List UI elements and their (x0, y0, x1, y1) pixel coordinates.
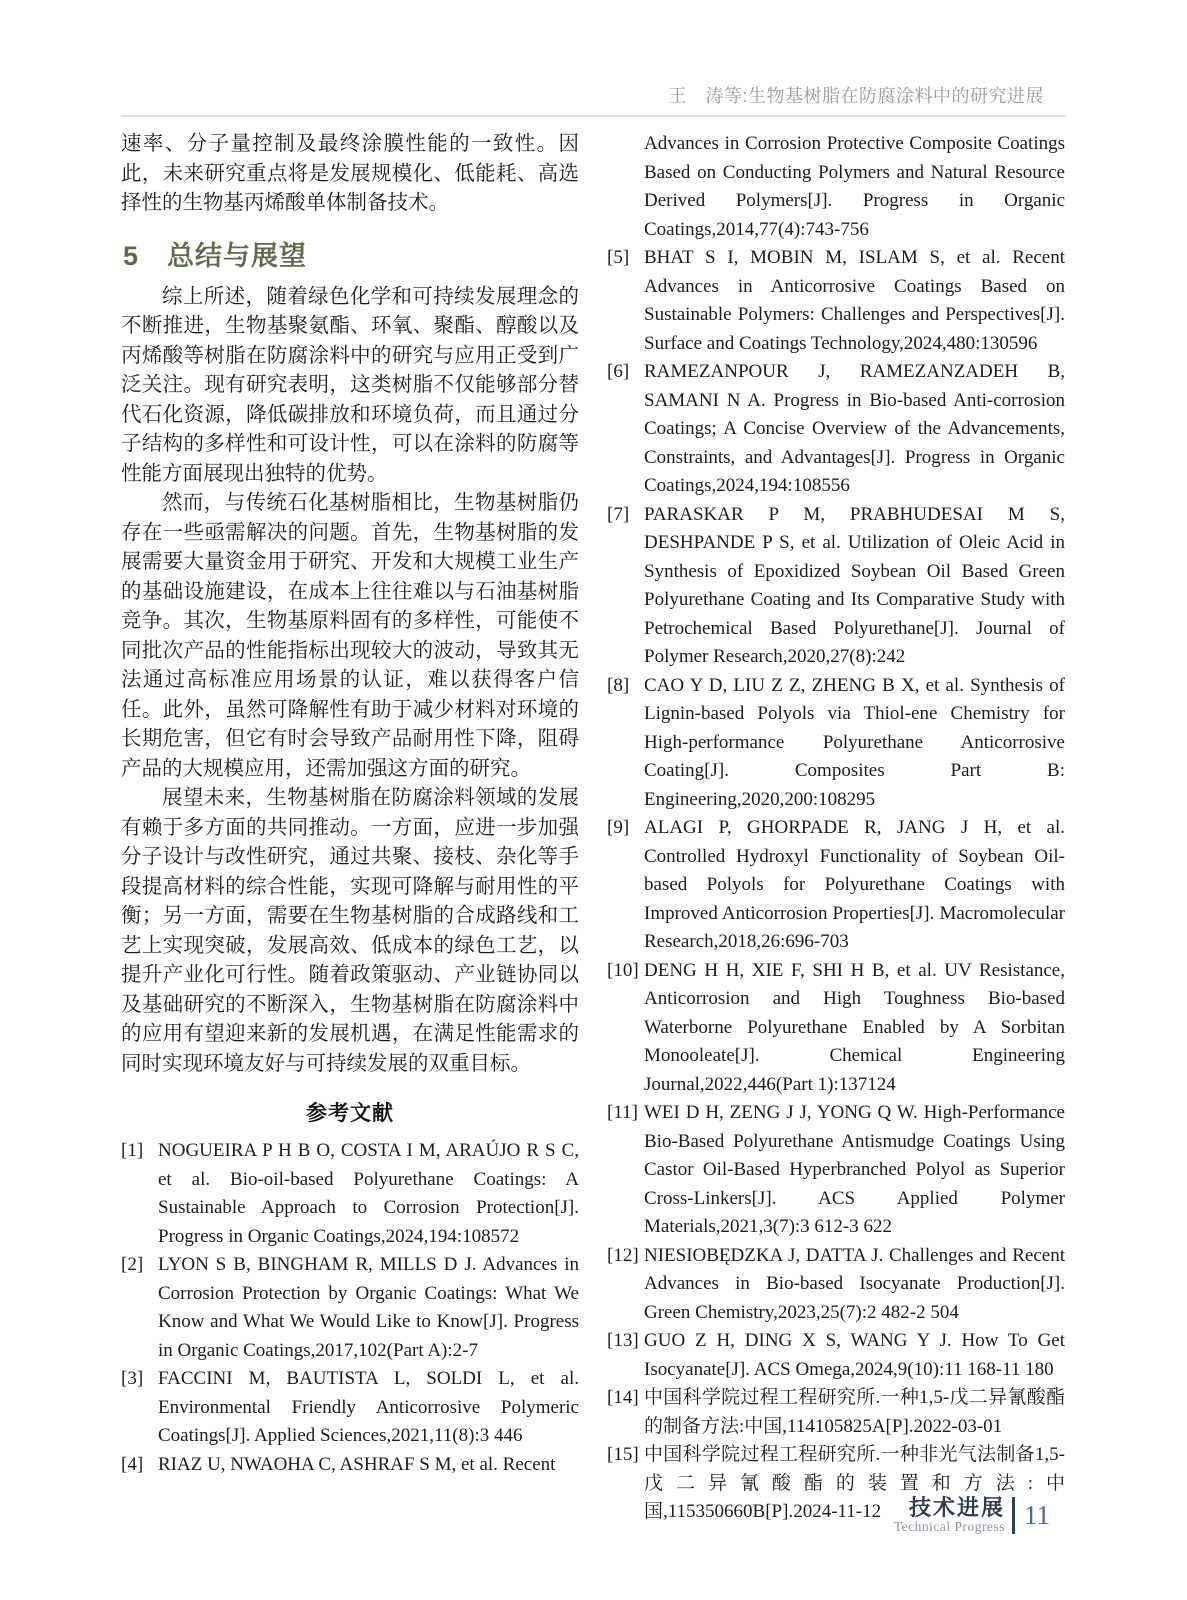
reference-number: [15] (607, 1444, 639, 1465)
reference-text: NOGUEIRA P H B O, COSTA I M, ARAÚJO R S C, et al. Bio-oil-based Polyurethane Coatings: A Sustainable Approach to Corrosion Protection[J]. Progress in Organic Coatings,2024,194:108572 (158, 1140, 579, 1247)
reference-number: [4] (121, 1453, 144, 1475)
reference-item (121, 1137, 579, 1251)
reference-number: [7] (607, 503, 630, 525)
section-number: 5 (123, 240, 140, 271)
reference-number: [13] (607, 1330, 639, 1351)
reference-item (607, 501, 1065, 672)
reference-text: PARASKAR P M, PRABHUDESAI M S, DESHPANDE P S, et al. Utilization of Oleic Acid in Synthesis of Epoxidized Soybean Oil Based Green Polyurethane Coating and Its Comparative Study with Petrochemical Based Polyurethane[J]. Journal of Polymer Research,2020,27(8):242 (644, 503, 1065, 667)
header-rule (121, 115, 1066, 117)
reference-text: LYON S B, BINGHAM R, MILLS D J. Advances in Corrosion Protection by Organic Coatings: What We Know and What We Would Like to Know[J]. Progress in Organic Coatings,2017,102(Part A):2-7 (158, 1254, 579, 1361)
reference-number: [6] (607, 361, 630, 382)
reference-text: WEI D H, ZENG J J, YONG Q W. High-Performance Bio-Based Polyurethane Antismudge Coatings Using Castor Oil-Based Hyperbranched Polyol as Superior Cross-Linkers[J]. ACS Applied Polymer Materials,2021,3(7):3 612-3 622 (644, 1102, 1065, 1237)
reference-item (607, 957, 1065, 1100)
references-list-right (607, 130, 1065, 1527)
reference-item (607, 358, 1065, 501)
body-paragraph: 展望未来，生物基树脂在防腐涂料领域的发展有赖于多方面的共同推动。一方面，应进一步加强分子设计与改性研究，通过共聚、接枝、杂化等手段提高材料的综合性能，实现可降解与耐用性的平衡；另一方面，需要在生物基树脂的合成路线和工艺上实现突破，发展高效、低成本的绿色工艺，以提升产业化可行性。随着政策驱动、产业链协同以及基础研究的不断深入，生物基树脂在防腐涂料中的应用有望迎来新的发展机遇，在满足性能需求的同时实现环境友好与可持续发展的双重目标。 (121, 787, 579, 1075)
left-column (121, 130, 579, 1527)
reference-text: NIESIOBĘDZKA J, DATTA J. Challenges and Recent Advances in Bio-based Isocyanate Production[J]. Green Chemistry,2023,25(7):2 482-2 504 (644, 1244, 1065, 1323)
reference-item (607, 1099, 1065, 1242)
reference-number: [10] (607, 959, 639, 981)
reference-number: [9] (607, 817, 630, 838)
reference-text: ALAGI P, GHORPADE R, JANG J H, et al. Controlled Hydroxyl Functionality of Soybean Oil-based Polyols for Polyurethane Coatings with Improved Anticorrosion Properties[J]. Macromolecular Research,2018,26:696-703 (644, 817, 1065, 952)
reference-item (607, 814, 1065, 957)
reference-text: RIAZ U, NWAOHA C, ASHRAF S M, et al. Recent (158, 1453, 556, 1475)
page-number: 11 (1024, 1500, 1050, 1531)
reference-number: [3] (121, 1368, 144, 1389)
right-column (607, 130, 1065, 1527)
reference-number: [1] (121, 1140, 144, 1161)
continuation-paragraph: 速率、分子量控制及最终涂膜性能的一致性。因此，未来研究重点将是发展规模化、低能耗、高选择性的生物基丙烯酸单体制备技术。 (121, 133, 579, 214)
references-list-left (121, 1137, 579, 1479)
reference-item (121, 1451, 579, 1480)
reference-item (121, 1251, 579, 1365)
reference-item (607, 130, 1065, 244)
reference-number: [11] (607, 1102, 638, 1123)
reference-item (121, 1365, 579, 1451)
reference-item (607, 672, 1065, 815)
reference-text: RAMEZANPOUR J, RAMEZANZADEH B, SAMANI N A. Progress in Bio-based Anti-corrosion Coatings; A Concise Overview of the Advancements, Constraints, and Advantages[J]. Progress in Organic Coatings,2024,194:108556 (644, 361, 1065, 496)
reference-item (607, 1242, 1065, 1328)
body-paragraph: 然而，与传统石化基树脂相比，生物基树脂仍存在一些亟需解决的问题。首先，生物基树脂的发展需要大量资金用于研究、开发和大规模工业生产的基础设施建设，在成本上往往难以与石油基树脂竞争。其次，生物基原料固有的多样性，可能使不同批次产品的性能指标出现较大的波动，导致其无法通过高标准应用场景的认证，难以获得客户信任。此外，虽然可降解性有助于减少材料对环境的长期危害，但它有时会导致产品耐用性下降，阻碍产品的大规模应用，还需加强这方面的研究。 (121, 492, 579, 780)
reference-number: [14] (607, 1387, 639, 1408)
page-header (121, 82, 1066, 125)
references-heading: 参考文献 (306, 1102, 394, 1125)
reference-text: DENG H H, XIE F, SHI H B, et al. UV Resistance, Anticorrosion and High Toughness Bio-based Waterborne Polyurethane Enabled by A Sorbitan Monooleate[J]. Chemical Engineering Journal,2022,446(Part 1):137124 (644, 959, 1065, 1095)
footer-section-title-en: Technical Progress (893, 1519, 1005, 1535)
page-footer (894, 1496, 1050, 1535)
section-heading (123, 234, 579, 273)
reference-text: GUO Z H, DING X S, WANG Y J. How To Get Isocyanate[J]. ACS Omega,2024,9(10):11 168-11 180 (644, 1330, 1065, 1380)
reference-text: BHAT S I, MOBIN M, ISLAM S, et al. Recent Advances in Anticorrosive Coatings Based on Sustainable Polymers: Challenges and Perspectives[J]. Surface and Coatings Technology,2024,480:130596 (644, 247, 1065, 354)
reference-text: CAO Y D, LIU Z Z, ZHENG B X, et al. Synthesis of Lignin-based Polyols via Thiol-ene Chemistry for High-performance Polyurethane Anticorrosive Coating[J]. Composites Part B: Engineering,2020,200:108295 (644, 674, 1065, 810)
reference-number: [12] (607, 1244, 639, 1266)
reference-item (607, 1384, 1065, 1441)
footer-section-title-cn: 技术进展 (908, 1495, 1005, 1520)
reference-text: 中国科学院过程工程研究所.一种1,5-戊二异氰酸酯的制备方法:中国,114105825A[P].2022-03-01 (644, 1387, 1065, 1437)
reference-number: [8] (607, 674, 630, 696)
reference-number: [5] (607, 247, 630, 268)
footer-section-block (894, 1496, 1005, 1535)
reference-text: FACCINI M, BAUTISTA L, SOLDI L, et al. Environmental Friendly Anticorrosive Polymeric Coatings[J]. Applied Sciences,2021,11(8):3 446 (158, 1368, 579, 1446)
reference-text: 中国科学院过程工程研究所.一种非光气法制备1,5-戊二异氰酸酯的装置和方法:中国,115350660B[P].2024-11-12 (644, 1444, 1065, 1522)
reference-item (607, 1327, 1065, 1384)
reference-item (607, 244, 1065, 358)
two-column-body (121, 130, 1066, 1527)
running-title: 王 涛等:生物基树脂在防腐涂料中的研究进展 (668, 86, 1044, 106)
reference-number: [2] (121, 1254, 144, 1275)
section-title: 总结与展望 (167, 240, 308, 271)
body-paragraph: 综上所述，随着绿色化学和可持续发展理念的不断推进，生物基聚氨酯、环氧、聚酯、醇酸以及丙烯酸等树脂在防腐涂料中的研究与应用正受到广泛关注。现有研究表明，这类树脂不仅能够部分替代石化资源，降低碳排放和环境负荷，而且通过分子结构的多样性和可设计性，可以在涂料的防腐等性能方面展现出独特的优势。 (121, 285, 579, 485)
reference-text: Advances in Corrosion Protective Composite Coatings Based on Conducting Polymers and Natural Resource Derived Polymers[J]. Progress in Organic Coatings,2014,77(4):743-756 (644, 133, 1065, 240)
